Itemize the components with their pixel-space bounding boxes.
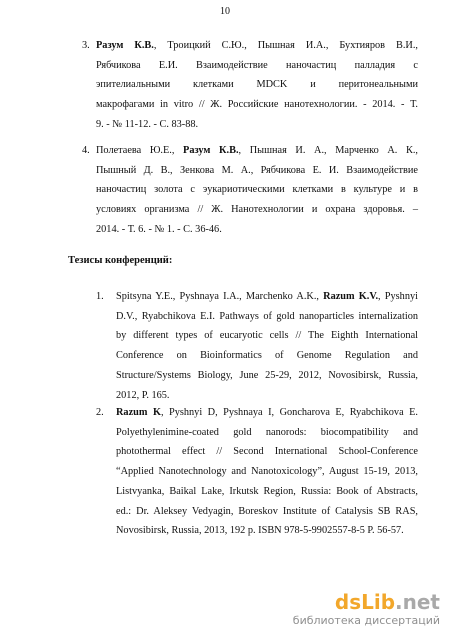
entry-text: , Троицкий С.Ю., Пышная И.А., Бухтияров В.И.,: [153, 40, 418, 51]
watermark-logo: [293, 592, 440, 612]
entry-line: 9. - № 11-12. - С. 83-88.: [96, 118, 199, 130]
watermark-logo-part: .net: [395, 590, 440, 614]
entry-line: D.V., Ryabchikova E.I. Pathways of gold nanoparticles internalization: [116, 310, 418, 322]
entry-line: условиях организма // Ж. Нанотехнологии и охрана здоровья. –: [96, 204, 418, 216]
entry-line: Listvyanka, Baikal Lake, Irkutsk Region, Russia: Book of Abstracts,: [116, 485, 418, 497]
bold-author: Разум К.В.: [183, 145, 239, 156]
entry-line: [96, 141, 418, 161]
journal-entry-3: [82, 36, 418, 135]
watermark: [293, 592, 440, 627]
entry-line: [116, 403, 418, 423]
entry-number: 1.: [96, 291, 104, 302]
entry-line: макрофагами in vitro // Ж. Российские нанотехнологии. - 2014. - Т.: [96, 99, 418, 111]
watermark-logo-part: dsLib: [334, 590, 396, 614]
entry-line: наночастиц золота с эукариотическими клетками в культуре и в: [96, 184, 418, 196]
bold-author: Разум К.В.: [96, 40, 154, 51]
entry-line: 2012, P. 165.: [116, 389, 170, 401]
entry-line: Пышный Д. В., Зенкова М. А., Рябчикова Е. И. Взаимодействие: [96, 164, 418, 176]
section-heading: Тезисы конференций:: [68, 255, 173, 266]
entry-line: Structure/Systems Biology, June 25-29, 2012, Novosibirsk, Russia,: [116, 369, 418, 381]
entry-line: [116, 287, 418, 307]
bold-author: Razum K: [116, 407, 161, 418]
entry-line: 2014. - Т. 6. - № 1. - С. 36-46.: [96, 223, 222, 235]
entry-line: Conference on Bioinformatics of Genome Regulation and: [116, 350, 418, 362]
entry-line: photothermal effect // Second International School-Conference: [116, 446, 418, 458]
entry-line: “Applied Nanotechnology and Nanotoxicology”, August 15-19, 2013,: [116, 466, 418, 478]
entry-line: by different types of eucaryotic cells // The Eighth International: [116, 330, 418, 342]
entry-text: , Пышная И. А., Марченко А. К.,: [238, 145, 418, 156]
conference-entry-1: [96, 287, 418, 405]
watermark-subtitle: библиотека диссертаций: [292, 614, 440, 627]
entry-text: , Pyshnyi: [378, 291, 418, 302]
conference-entry-2: [96, 403, 418, 541]
bold-author: Razum K.V.: [323, 291, 379, 302]
page-number: 10: [220, 6, 230, 17]
entry-line: Polyethylenimine-coated gold nanorods: biocompatibility and: [116, 426, 418, 438]
entry-text: Полетаева Ю.Е.,: [96, 145, 184, 156]
entry-number: 2.: [96, 407, 104, 418]
entry-text: Spitsyna Y.E., Pyshnaya I.A., Marchenko A.K.,: [116, 291, 324, 302]
entry-line: ed.: Dr. Aleksey Vedyagin, Boreskov Institute of Catalysis SB RAS,: [116, 505, 418, 517]
entry-number: 3.: [82, 40, 90, 51]
entry-line: [96, 36, 418, 56]
journal-entry-4: [82, 141, 418, 240]
entry-line: Novosibirsk, Russia, 2013, 192 p. ISBN 978-5-9902557-8-5 P. 56-57.: [116, 525, 404, 537]
entry-text: , Pyshnyi D, Pyshnaya I, Goncharova E, Ryabchikova E.: [160, 407, 418, 418]
entry-line: эпителиальными клетками MDCK и перитонеальными: [96, 79, 418, 91]
entry-number: 4.: [82, 145, 90, 156]
entry-line: Рябчикова Е.И. Взаимодействие наночастиц палладия с: [96, 59, 418, 71]
